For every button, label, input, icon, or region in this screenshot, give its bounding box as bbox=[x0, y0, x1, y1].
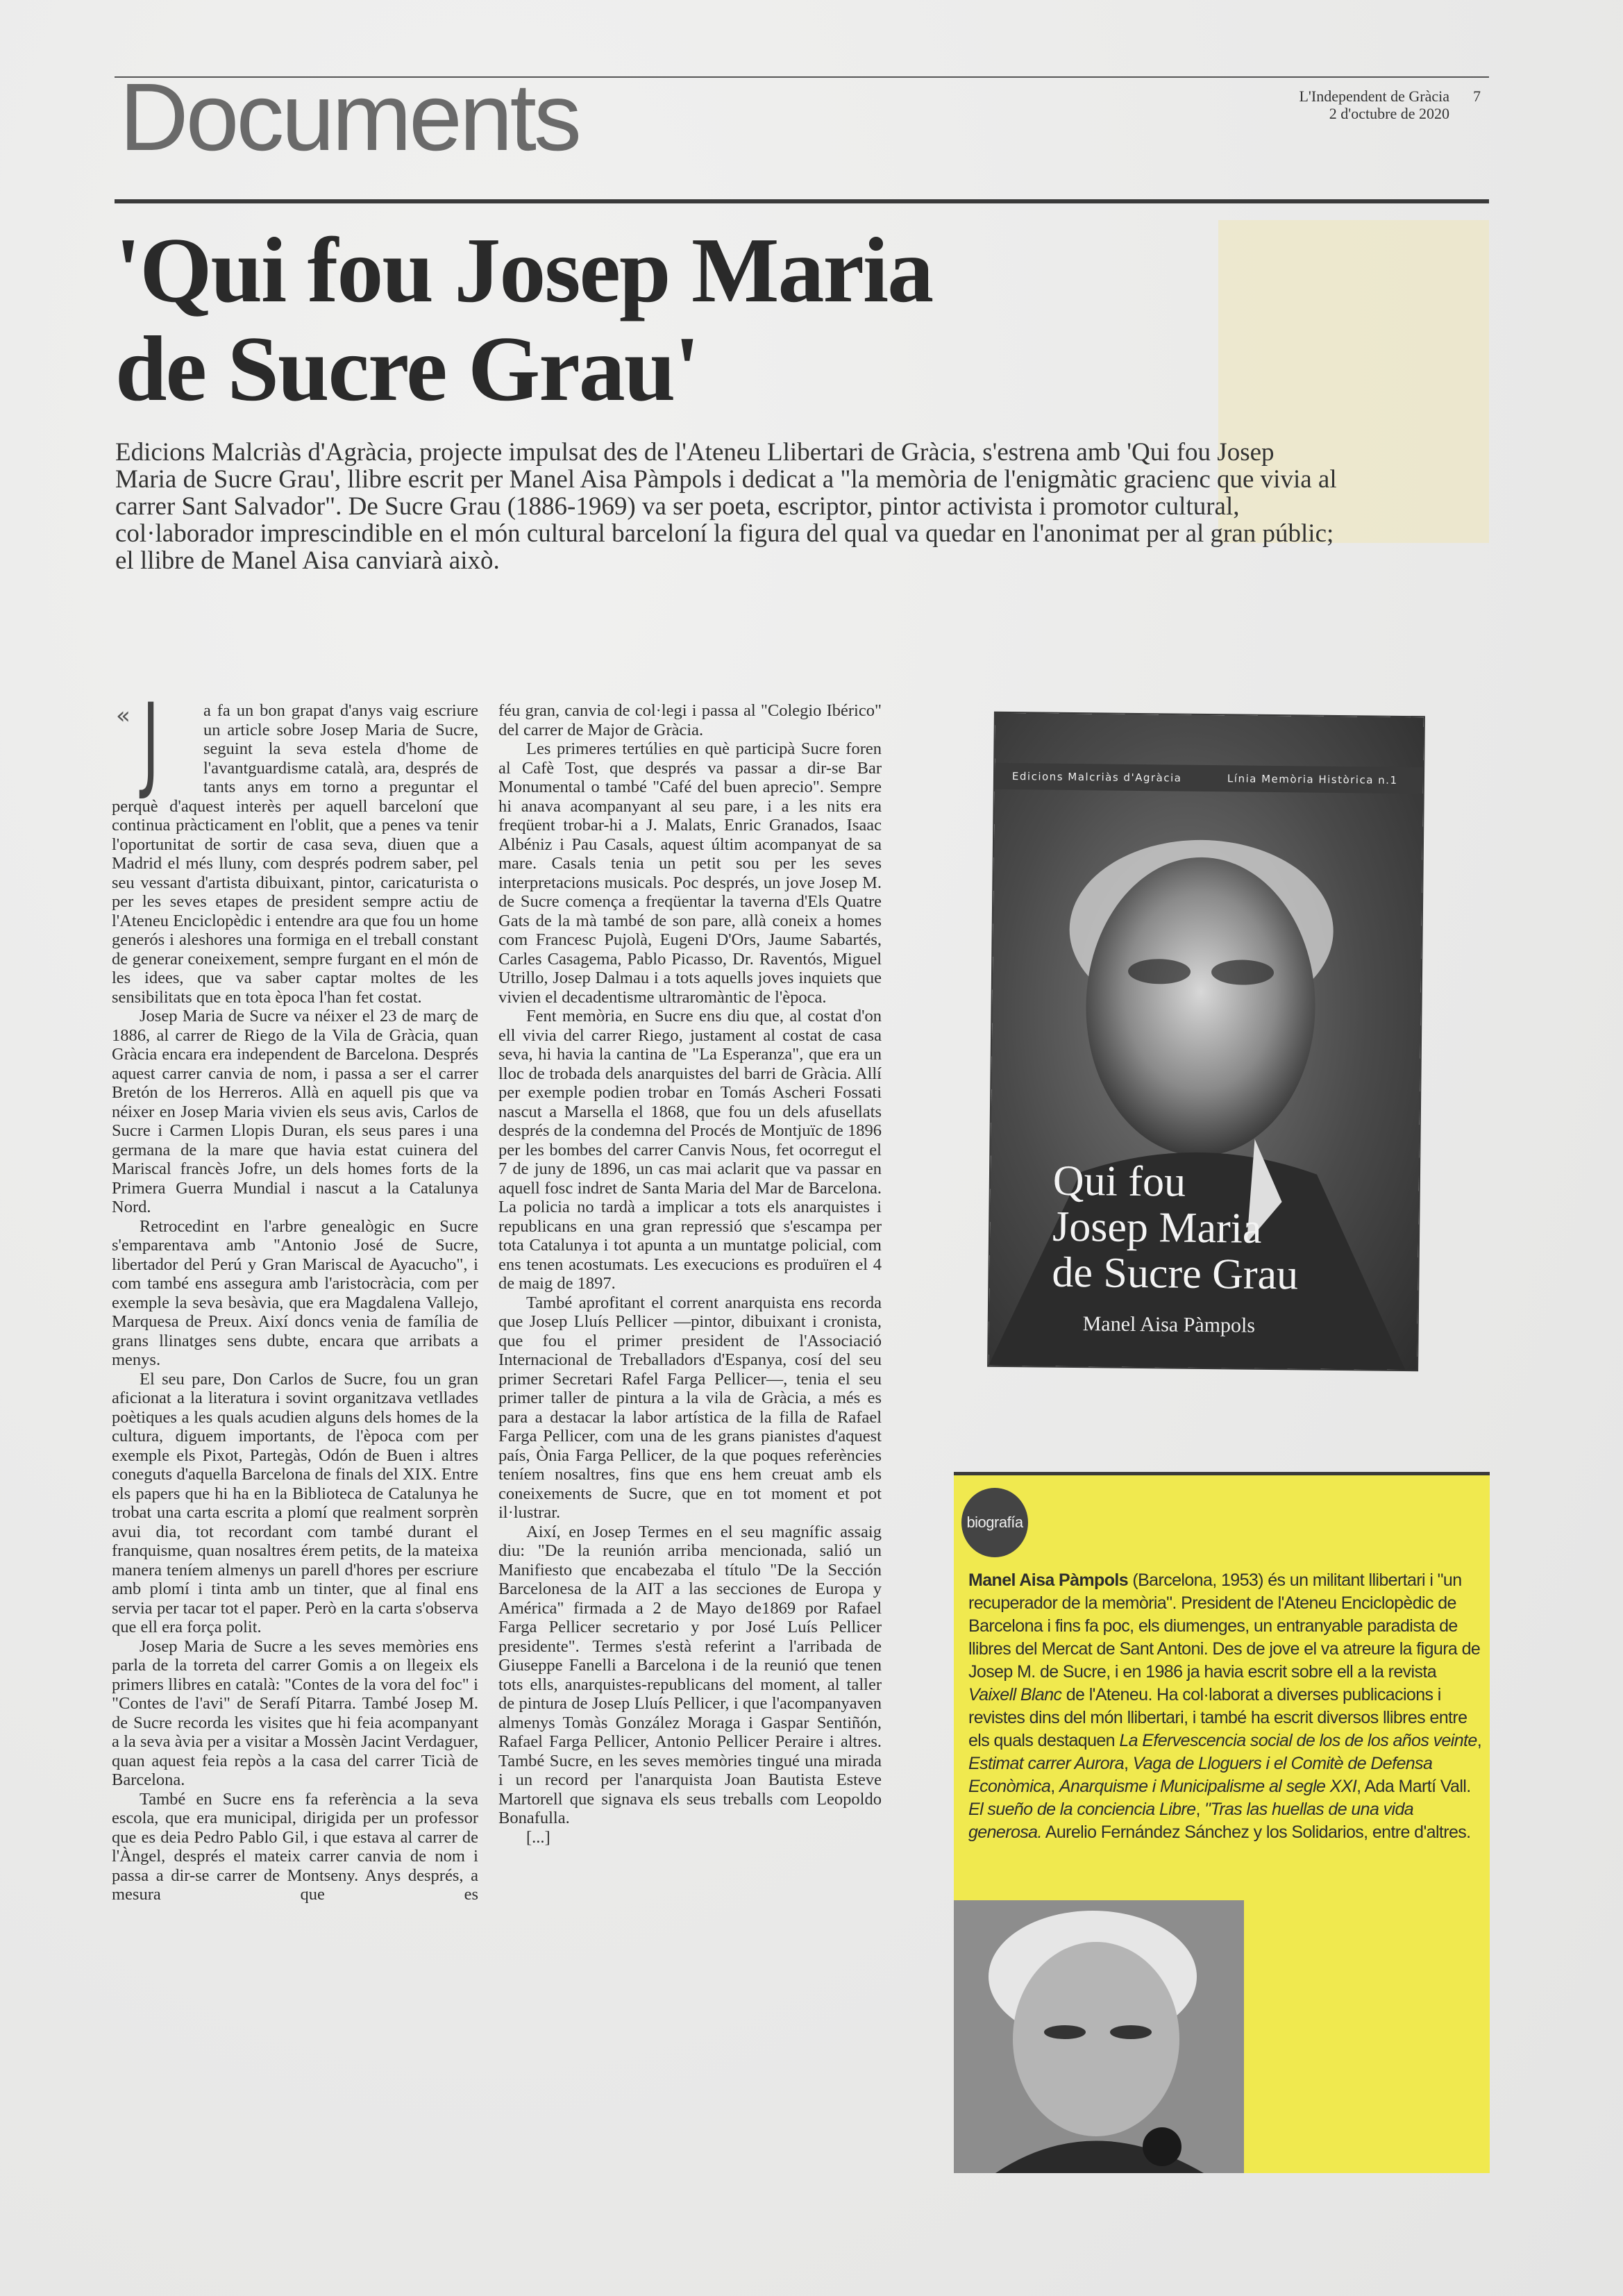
masthead bbox=[1299, 87, 1449, 122]
biography-text bbox=[968, 1569, 1482, 1844]
paragraph: Fent memòria, en Sucre ens diu que, al costat d'on ell vivia del carrer Riego, justament al costat de casa seva, hi havia la cantina de "La Esperanza", que era un lloc de trobada dels anarquistes del barri de Gràcia. Allí per exemple podien trobar en Tomás Ascheri Fossati nascut a Marsella el 1868, que fou un dels afusellats després de la condemna del Procés de Montjuïc de 1896 per les bombes del carrer Canvis Nous, fet ocorregut el 7 de juny de 1896, un cas mai aclarit que va passar en aquell fosc indret de Santa Maria del Mar de Barcelona. La policia no tardà a implicar a tots els anarquistes i republicans en una gran repressió que s'escampa per tota Catalunya i tot apunta a un muntatge policial, com ens tenen acostumats. Les execucions es produïren el 4 de maig de 1897. bbox=[498, 1007, 882, 1293]
biography-segment: Aurelio Fernández Sánchez y los Solidarios, entre d'altres. bbox=[1041, 1822, 1471, 1842]
cover-title-line: Josep Maria bbox=[1052, 1203, 1262, 1252]
biography-segment: , bbox=[1124, 1754, 1133, 1773]
biography-segment: de l'Ateneu. Ha col·laborat a diverses publicacions i revistes dins del món llibertari, i també ha escrit diversos llibres entre els quals destaquen bbox=[968, 1685, 1468, 1750]
ellipsis: [...] bbox=[526, 1827, 550, 1847]
biography-segment: , bbox=[1050, 1777, 1059, 1796]
page-number: 7 bbox=[1473, 87, 1481, 105]
cover-title-line: de Sucre Grau bbox=[1052, 1248, 1299, 1299]
paragraph: Les primeres tertúlies en què participà Sucre foren al Cafè Tost, que després va passar a dir-se Bar Monumental o també "Café del buen aprecio". Sempre hi anava acompanyant al seu pare, i a les nits era freqüent trobar-hi a J. Malats, Enric Granados, Isaac Albéniz i Pau Casals, aquest últim acompanyat de sa mare. Casals tenia un petit sou per les seves interpretacions musicals. Poc després, un jove Josep M. de Sucre comença a freqüentar la taverna d'Els Quatre Gats de la mà també de son pare, allà coneix a homes com Francesc Pujolà, Eugeni D'Ors, Jaume Sabartés, Carles Casagema, Pablo Picasso, Dr. Raventós, Miguel Utrillo, Josep Dalmau i a tots aquells joves inquiets que vivien el decadentisme ultraromàntic de l'època. bbox=[498, 739, 882, 1007]
book-cover-image bbox=[989, 713, 1424, 1370]
biography-segment: (Barcelona, 1953) és un militant llibertari i "un recuperador de la memòria". President de l'Ateneu Enciclopèdic de Barcelona i fins fa poc, els diumenges, un entranyable paradista de llibres del Mercat de Sant Antoni. Des de jove el va atreure la figura de Josep M. de Sucre, i en 1986 ja havia escrit sobre ell a la revista bbox=[968, 1570, 1481, 1682]
drop-cap bbox=[112, 682, 203, 803]
book-title: El sueño de la conciencia Libre bbox=[968, 1800, 1196, 1819]
paragraph: Josep Maria de Sucre va néixer el 23 de març de 1886, al carrer de Riego de la Vila de Gràcia, quan Gràcia encara era independent de Barcelona. Després aquest carrer canvia de nom, i passa a ser el carrer Bretón de los Herreros. Allà en aquell pis que va néixer en Josep Maria vivien els seus avis, Carlos de Sucre i Carmen Llopis Duran, els seus pares i una germana de la mare que havia estat cuinera del Mariscal francès Jofre, un dels homes forts de la Primera Guerra Mundial i nascut a la Catalunya Nord. bbox=[112, 1007, 478, 1216]
paragraph: a fa un bon grapat d'anys vaig escriure un article sobre Josep Maria de Sucre, seguint la seva estela d'home de l'avantguardisme català, ara, després de tants anys em torno a preguntar el perquè d'aquest interès per aquell barceloní que continua pràcticament en l'oblit, que a penes va tenir l'oportunitat de sortir de casa seva, diuen que a Madrid el més lluny, com després podrem saber, pel seu vessant d'artista dibuixant, pintor, caricaturista o per les seves etapes de president sempre actiu de l'Ateneu Enciclopèdic i entendre ara que fou un home generós i aleshores una formiga en el treball constant de generar coneixement, sempre furgant en el món de les idees, que va saber captar moltes de les sensibilitats que en tota època l'han fet costat. bbox=[112, 701, 478, 1007]
cover-series: Línia Memòria Històrica n.1 bbox=[1227, 772, 1398, 787]
author-portrait-photo bbox=[954, 1900, 1244, 2173]
publication-name: L'Independent de Gràcia bbox=[1299, 87, 1449, 105]
cover-title bbox=[1052, 1158, 1300, 1298]
open-quote-mark: « bbox=[116, 702, 131, 730]
biography-segment: , Ada Martí Vall. bbox=[1356, 1777, 1471, 1796]
book-title: Estimat carrer Aurora bbox=[968, 1754, 1125, 1773]
article-deck: Edicions Malcriàs d'Agràcia, projecte impulsat des de l'Ateneu Llibertari de Gràcia, s'estrena amb 'Qui fou Josep Maria de Sucre Grau', llibre escrit per Manel Aisa Pàmpols i dedicat a "la memòria de l'enigmàtic gracienc que vivia al carrer Sant Salvador". De Sucre Grau (1886-1969) va ser poeta, escriptor, pintor activista i promotor cultural, col·laborador imprescindible en el món cultural barceloní la figura del qual va quedar en l'anonimat per al gran públic; el llibre de Manel Aisa canviarà això. bbox=[115, 438, 1337, 575]
paragraph: Retrocedint en l'arbre genealògic en Sucre s'emparentava amb "Antonio José de Sucre, libertador del Perú y Gran Mariscal de Ayacucho", i com també ens assegura amb l'aristocràcia, com per exemple la seva besàvia, que era Magdalena Vallejo, Marquesa de Preux. Així doncs venia de família de grans llinatges sens dubte, encara que arribats a menys. bbox=[112, 1216, 478, 1369]
paragraph: El seu pare, Don Carlos de Sucre, fou un gran aficionat a la literatura i sovint organitzava vetllades poètiques a les quals acudien alguns dels homes de la cultura, diguem importants, de l'època com per exemple els Pixot, Partegàs, Odón de Buen i altres coneguts d'aquella Barcelona de finals del XIX. Entre els papers que hi ha en la Biblioteca de Catalunya he trobat una carta escrita a plomí que realment sorprèn avui dia, tot recordant com també durant el franquisme, quan nosaltres érem petits, de la mateixa manera teníem almenys un parell d'hores per escriure amb plomí i tinta amb un tinter, que al final ens servia per tacar tot el paper. Però en la carta s'observa que ell era força polit. bbox=[112, 1369, 478, 1636]
paragraph: Josep Maria de Sucre a les seves memòries ens parla de la torreta del carrer Gomis a on llegeix els primers llibres en català: "Contes de la vora del foc" i "Contes de l'avi" de Serafí Pitarra. També Josep M. de Sucre recorda les visites que hi feia acompanyant a la seva àvia per a visitar a Mossèn Jacint Verdaguer, quan aquest feia repòs a la casa del carrer Ticià de Barcelona. bbox=[112, 1636, 478, 1789]
cover-publisher: Edicions Malcriàs d'Agràcia bbox=[1011, 770, 1182, 785]
headline-line-1: 'Qui fou Josep Maria bbox=[115, 219, 933, 321]
author-photo bbox=[954, 1900, 1244, 2173]
headline-line-2: de Sucre Grau' bbox=[115, 317, 699, 420]
publication-date: 2 d'octubre de 2020 bbox=[1329, 105, 1449, 122]
headline bbox=[115, 221, 1226, 418]
article-column-2 bbox=[498, 701, 882, 1847]
biography-box bbox=[954, 1472, 1490, 2173]
biography-badge: biografía bbox=[961, 1488, 1028, 1557]
cover-band bbox=[995, 763, 1423, 794]
biography-name: Manel Aisa Pàmpols bbox=[968, 1570, 1129, 1590]
biography-segment: , bbox=[1477, 1731, 1482, 1750]
cover-title-line: Qui fou bbox=[1052, 1157, 1186, 1206]
paragraph: Així, en Josep Termes en el seu magnífic assaig diu: "De la reunión arriba mencionada, salió un Manifiesto que encabezaba el título "De la Sección Barcelonesa de la AIT a las secciones de Europa y América" firmada a 2 de Mayo de1869 por Rafael Farga Pellicer secretario y por José Luís Pellicer presidente". Termes s'està referint a l'arribada de Giuseppe Fanelli a Barcelona i de la reunió que tenen tots ells, anarquistes-republicans del moment, al taller de pintura de Josep Lluís Pellicer, i que l'acompanyaven almenys Tomàs González Moraga i Gaspar Sentiñón, Rafael Farga Pellicer, Antonio Pellicer Peraire i altres. També Sucre, en les seves memòries tingué una mirada i un record per l'anarquista Joan Bautista Esteve Martorell que signava els seus treballs com Leopoldo Bonafulla. bbox=[498, 1522, 882, 1827]
drop-cap-letter: J bbox=[142, 682, 160, 803]
book-title: Anarquisme i Municipalisme al segle XXI bbox=[1059, 1777, 1357, 1796]
section-title: Documents bbox=[119, 64, 579, 171]
biography-segment: , bbox=[1195, 1800, 1205, 1819]
book-title: La Efervescencia social de los de los años veinte bbox=[1119, 1731, 1477, 1750]
book-title: Vaga de Lloguers i el Comitè de Defensa Econòmica bbox=[968, 1754, 1433, 1796]
section-rule bbox=[115, 199, 1489, 203]
book-title: Vaixell Blanc bbox=[968, 1685, 1062, 1704]
paragraph: També en Sucre ens fa referència a la seva escola, que era municipal, dirigida per un professor que es deia Pedro Pablo Gil, i que estava al carrer de l'Àngel, després el mateix carrer canvia de nom i passa a dir-se carrer de Montseny. Anys després, a mesura que es bbox=[112, 1789, 478, 1904]
article-column-1 bbox=[112, 682, 478, 1904]
cover-author: Manel Aisa Pàmpols bbox=[1082, 1312, 1256, 1337]
paragraph: féu gran, canvia de col·legi i passa al "Colegio Ibérico" del carrer de Major de Gràcia. bbox=[498, 701, 882, 739]
book-title: "Tras las huellas de una vida generosa. bbox=[968, 1800, 1414, 1842]
paragraph: També aprofitant el corrent anarquista ens recorda que Josep Lluís Pellicer —pintor, dibuixant i cronista, que fou el primer president de l'Associació Internacional de Treballadors d'Espanya, cosí del seu primer Secretari Rafel Farga Pellicer—, tenia el seu primer taller de pintura a la vila de Gràcia, a més es para a destacar la labor artística de la filla de Rafael Farga Pellicer, com una de les grans pianistes d'aquest país, Ònia Farga Pellicer, de la que poques referències teníem nosaltres, fins que ens hem creuat amb els coneixements de Sucre, que en tot moment et pot il·lustrar. bbox=[498, 1293, 882, 1522]
